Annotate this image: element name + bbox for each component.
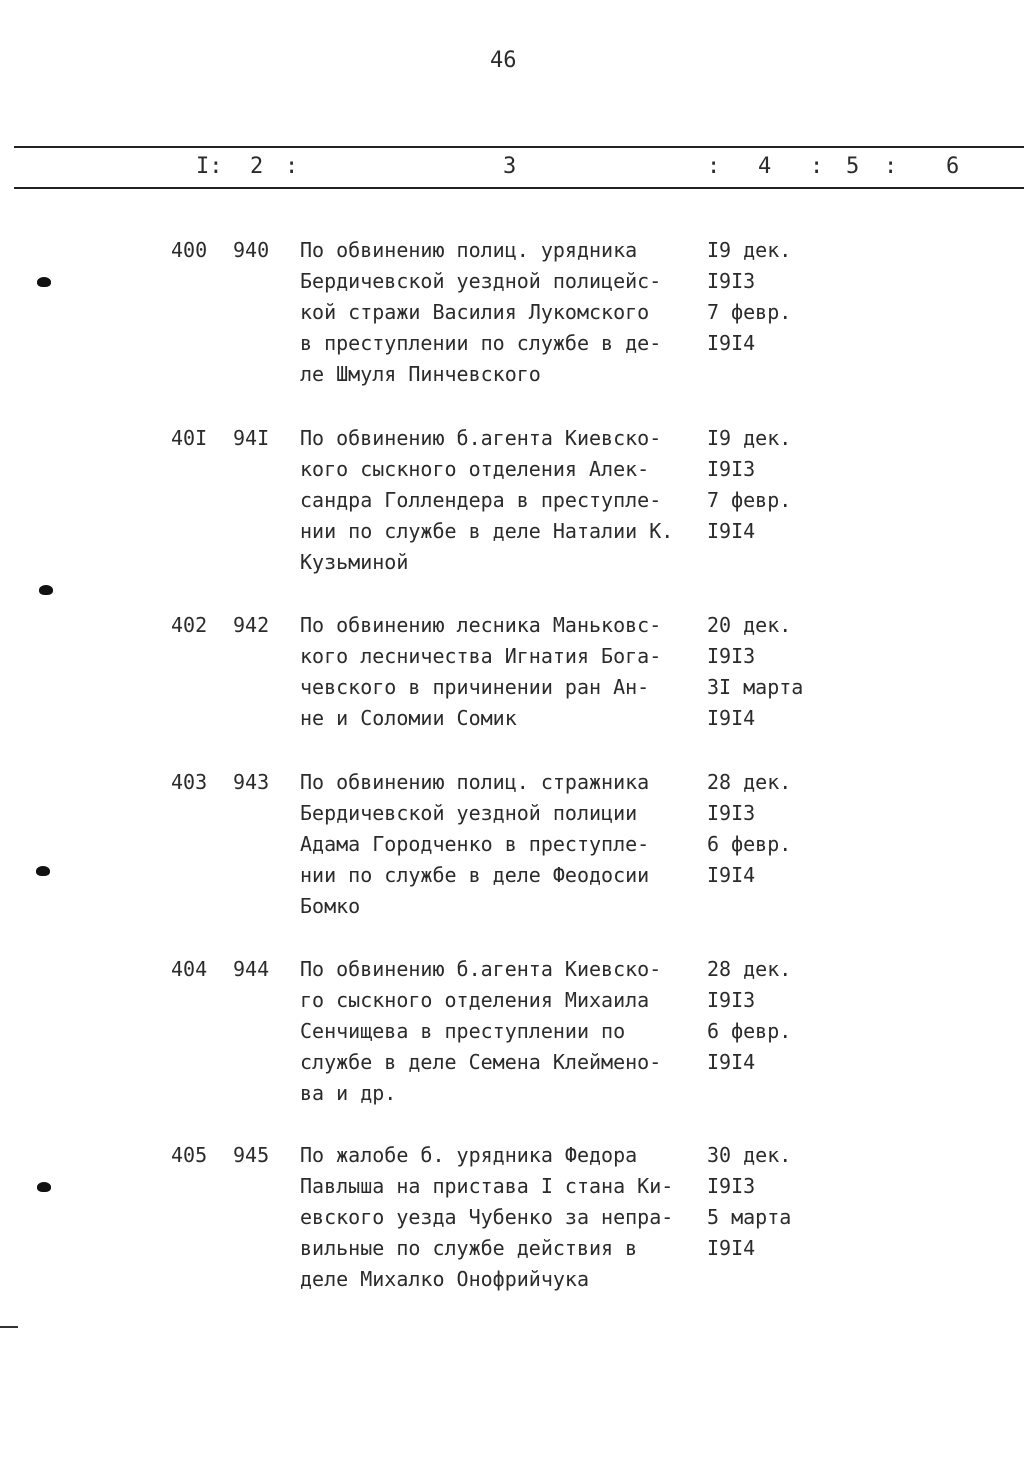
column-separator: : xyxy=(884,154,898,179)
column-header-6: 6 xyxy=(946,154,960,179)
archive-number: 942 xyxy=(233,613,270,637)
start-date: I9 дек. xyxy=(707,238,792,262)
description-line: Бердичевской уездной полиции xyxy=(300,801,638,825)
end-date: 6 февр. xyxy=(707,1019,792,1043)
description-line: вильные по службе действия в xyxy=(300,1236,638,1260)
description-line: в преступлении по службе в де- xyxy=(300,331,662,355)
punch-hole xyxy=(39,585,53,595)
start-date: 20 дек. xyxy=(707,613,792,637)
description-line: го сыскного отделения Михаила xyxy=(300,988,650,1012)
description-line: Бердичевской уездной полицейс- xyxy=(300,269,662,293)
start-year: I9I3 xyxy=(707,269,756,293)
entry-number: 405 xyxy=(171,1143,208,1167)
description-line: чевского в причинении ран Ан- xyxy=(300,675,650,699)
end-year: I9I4 xyxy=(707,706,756,730)
description-line: Павлыша на пристава I стана Ки- xyxy=(300,1174,674,1198)
description-line: ле Шмуля Пинчевского xyxy=(300,362,541,386)
start-date: I9 дек. xyxy=(707,426,792,450)
entry-number: 400 xyxy=(171,238,208,262)
description-line: Сенчищева в преступлении по xyxy=(300,1019,626,1043)
description-line: Кузьминой xyxy=(300,550,409,574)
column-separator: : xyxy=(285,154,299,179)
start-year: I9I3 xyxy=(707,644,756,668)
description-line: нии по службе в деле Наталии К. xyxy=(300,519,674,543)
archive-number: 940 xyxy=(233,238,270,262)
column-separator: : xyxy=(707,154,721,179)
end-year: I9I4 xyxy=(707,331,756,355)
description-line: По обвинению лесника Маньковс- xyxy=(300,613,662,637)
column-separator: : xyxy=(810,154,824,179)
end-date: 7 февр. xyxy=(707,488,792,512)
description-line: службе в деле Семена Клеймено- xyxy=(300,1050,662,1074)
description-line: По обвинению б.агента Киевско- xyxy=(300,957,662,981)
column-header-1: I: xyxy=(196,154,223,179)
start-year: I9I3 xyxy=(707,801,756,825)
column-header-5: 5 xyxy=(846,154,860,179)
entry-dates xyxy=(707,1140,827,1264)
entry-dates xyxy=(707,235,827,359)
description-line: Адама Городченко в преступле- xyxy=(300,832,650,856)
entry-description xyxy=(300,954,700,1109)
entry-description xyxy=(300,1140,700,1295)
archive-number: 945 xyxy=(233,1143,270,1167)
end-year: I9I4 xyxy=(707,863,756,887)
end-year: I9I4 xyxy=(707,1236,756,1260)
description-line: кого сыскного отделения Алек- xyxy=(300,457,650,481)
entry-description xyxy=(300,423,700,578)
column-header-3: 3 xyxy=(503,154,517,179)
header-rule-bottom xyxy=(14,187,1024,189)
header-rule-top xyxy=(14,146,1024,148)
entry-description xyxy=(300,610,700,734)
entry-number: 403 xyxy=(171,770,208,794)
entry-number: 402 xyxy=(171,613,208,637)
description-line: По обвинению полиц. урядника xyxy=(300,238,638,262)
start-date: 28 дек. xyxy=(707,770,792,794)
column-header-4: 4 xyxy=(758,154,772,179)
column-header-2: 2 xyxy=(250,154,264,179)
description-line: Бомко xyxy=(300,894,361,918)
start-date: 30 дек. xyxy=(707,1143,792,1167)
start-year: I9I3 xyxy=(707,457,756,481)
punch-hole xyxy=(37,1182,51,1192)
end-year: I9I4 xyxy=(707,519,756,543)
start-year: I9I3 xyxy=(707,1174,756,1198)
description-line: сандра Голлендера в преступле- xyxy=(300,488,662,512)
description-line: деле Михалко Онофрийчука xyxy=(300,1267,589,1291)
archive-number: 944 xyxy=(233,957,270,981)
description-line: ва и др. xyxy=(300,1081,397,1105)
description-line: По обвинению полиц. стражника xyxy=(300,770,650,794)
punch-hole xyxy=(36,866,50,876)
end-date: 6 февр. xyxy=(707,832,792,856)
punch-hole xyxy=(37,277,51,287)
entry-dates xyxy=(707,767,827,891)
description-line: кой стражи Василия Лукомского xyxy=(300,300,650,324)
end-date: 3I марта xyxy=(707,675,804,699)
entry-dates xyxy=(707,954,827,1078)
archive-number: 94I xyxy=(233,426,270,450)
description-line: евского уезда Чубенко за непра- xyxy=(300,1205,674,1229)
start-year: I9I3 xyxy=(707,988,756,1012)
description-line: кого лесничества Игнатия Бога- xyxy=(300,644,662,668)
end-date: 5 марта xyxy=(707,1205,792,1229)
archive-number: 943 xyxy=(233,770,270,794)
end-year: I9I4 xyxy=(707,1050,756,1074)
page-number: 46 xyxy=(490,48,517,73)
edge-mark xyxy=(0,1326,18,1328)
description-line: нии по службе в деле Феодосии xyxy=(300,863,650,887)
description-line: не и Соломии Сомик xyxy=(300,706,517,730)
entry-description xyxy=(300,235,700,390)
description-line: По жалобе б. урядника Федора xyxy=(300,1143,638,1167)
entry-dates xyxy=(707,610,827,734)
entry-dates xyxy=(707,423,827,547)
entry-number: 404 xyxy=(171,957,208,981)
entry-description xyxy=(300,767,700,922)
description-line: По обвинению б.агента Киевско- xyxy=(300,426,662,450)
end-date: 7 февр. xyxy=(707,300,792,324)
entry-number: 40I xyxy=(171,426,208,450)
start-date: 28 дек. xyxy=(707,957,792,981)
